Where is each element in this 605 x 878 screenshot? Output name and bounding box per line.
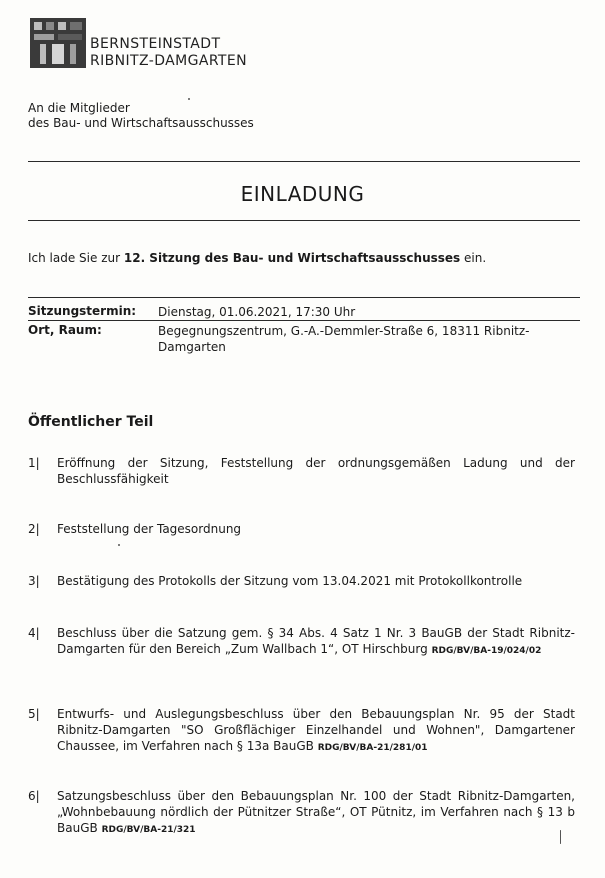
- recipient-line1: An die Mitglieder: [28, 101, 130, 115]
- organization-name-line2: RIBNITZ-DAMGARTEN: [90, 53, 248, 69]
- recipient-line2: des Bau- und Wirtschaftsausschusses: [28, 116, 254, 130]
- title-bottom-divider: [28, 220, 580, 221]
- meta-top-divider: [28, 297, 580, 298]
- agenda-item-reference: RDG/BV/BA-19/024/02: [431, 646, 542, 656]
- meeting-place-value: Begegnungszentrum, G.-A.-Demmler-Straße 6, 18311 Ribnitz-Damgarten: [158, 324, 530, 354]
- page-title: EINLADUNG: [240, 182, 365, 206]
- agenda-item-text: Satzungsbeschluss über den Bebauungsplan Nr. 100 der Stadt Ribnitz-Damgarten, „Wohnbebauung nördlich der Pütnitzer Straße“, OT Pütnitz, im Verfahren nach § 13 b BauGB: [57, 789, 575, 835]
- invitation-suffix: ein.: [464, 251, 487, 265]
- title-top-divider: [28, 161, 580, 162]
- scan-speck: [560, 830, 561, 844]
- scan-speck: [118, 544, 120, 546]
- agenda-item-number: 3|: [28, 574, 40, 588]
- meeting-place-label: Ort, Raum:: [28, 323, 102, 337]
- scan-speck: [188, 98, 190, 100]
- organization-name: [90, 36, 247, 70]
- agenda-item-reference: RDG/BV/BA-21/321: [101, 825, 196, 835]
- invitation-meeting-name: 12. Sitzung des Bau- und Wirtschaftsausschusses: [123, 251, 461, 265]
- invitation-prefix: Ich lade Sie zur: [28, 251, 121, 265]
- invitation-sentence: [28, 251, 486, 265]
- agenda-item-text: Bestätigung des Protokolls der Sitzung vom 13.04.2021 mit Protokollkontrolle: [57, 574, 523, 588]
- agenda-item: [57, 625, 575, 659]
- agenda-item: [57, 521, 575, 537]
- section-title: Öffentlicher Teil: [28, 414, 154, 430]
- meeting-date-label: Sitzungstermin:: [28, 304, 137, 318]
- agenda-item-text: Eröffnung der Sitzung, Feststellung der ordnungsgemäßen Ladung und der Beschlussfähigkeit: [57, 456, 575, 486]
- agenda-item-number: 2|: [28, 522, 40, 536]
- agenda-item: [57, 573, 575, 589]
- meta-middle-divider: [28, 320, 580, 321]
- city-coat-of-arms-icon: [30, 18, 86, 68]
- agenda-item-text: Feststellung der Tagesordnung: [57, 522, 242, 536]
- agenda-item-text: Entwurfs- und Auslegungsbeschluss über den Bebauungsplan Nr. 95 der Stadt Ribnitz-Damgarten "SO Großflächiger Einzelhandel und Wohnen", Damgartener Chaussee, im Verfahren nach § 13a BauGB: [57, 707, 575, 753]
- agenda-item: [57, 706, 575, 756]
- agenda-item-number: 5|: [28, 707, 40, 721]
- agenda-item-text: Beschluss über die Satzung gem. § 34 Abs. 4 Satz 1 Nr. 3 BauGB der Stadt Ribnitz-Damgarten für den Bereich „Zum Wallbach 1“, OT Hirschburg: [57, 626, 575, 656]
- agenda-item-number: 4|: [28, 626, 40, 640]
- agenda-item-reference: RDG/BV/BA-21/281/01: [317, 743, 428, 753]
- agenda-item: [57, 788, 575, 838]
- organization-name-line1: BERNSTEINSTADT: [90, 36, 221, 52]
- agenda-item-number: 6|: [28, 789, 40, 803]
- recipient-block: [28, 101, 254, 131]
- agenda-item: [57, 455, 575, 487]
- agenda-item-number: 1|: [28, 456, 40, 470]
- meeting-date-value: Dienstag, 01.06.2021, 17:30 Uhr: [158, 305, 356, 319]
